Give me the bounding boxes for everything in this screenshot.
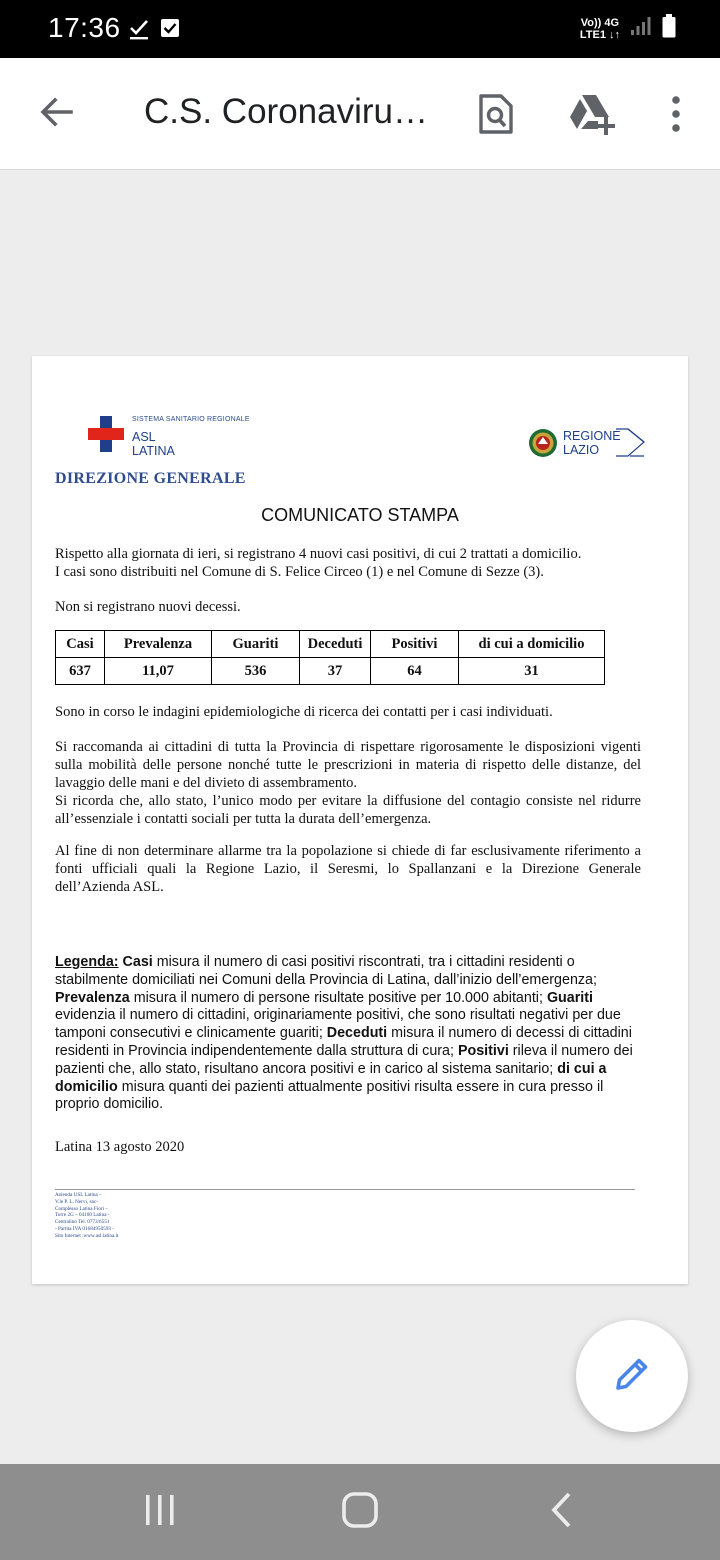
system-navigation-bar xyxy=(0,1464,720,1560)
signal-icon xyxy=(630,16,652,41)
table-cell: 536 xyxy=(212,658,300,685)
footer-line: V.le P. L. Nervi, snc- xyxy=(55,1198,99,1205)
intro-line-1: Rispetto alla giornata di ieri, si registrano 4 nuovi casi positivi, di cui 2 trattati a domicilio. xyxy=(55,546,582,562)
footer-line: Azienda USL Latina – xyxy=(55,1192,102,1198)
back-button[interactable] xyxy=(32,90,80,138)
legend-term-prevalenza: Prevalenza xyxy=(55,989,130,1006)
more-vert-icon xyxy=(670,96,682,137)
legend-term-casi: Casi xyxy=(122,954,153,970)
footer-line: Torre 2G – 04100 Latina - xyxy=(55,1212,110,1219)
footer-address xyxy=(55,1192,119,1240)
asl-name xyxy=(132,430,175,458)
add-to-drive-button[interactable] xyxy=(566,90,618,142)
table-cell: 64 xyxy=(371,658,459,685)
no-deaths-paragraph: Non si registrano nuovi decessi. xyxy=(55,599,241,615)
table-cell: 11,07 xyxy=(105,658,212,685)
recent-apps-button[interactable] xyxy=(130,1492,190,1532)
lazio-arrow-decoration-icon xyxy=(616,428,646,463)
direzione-generale-heading: DIREZIONE GENERALE xyxy=(55,470,246,487)
asl-cross-logo xyxy=(88,416,124,457)
pencil-icon xyxy=(612,1354,652,1399)
table-header-cell: Casi xyxy=(56,631,105,658)
status-right-group xyxy=(580,14,676,43)
lazio-line1: REGIONE xyxy=(563,429,621,443)
legend-paragraph xyxy=(55,954,645,1114)
intro-line-2: I casi sono distribuiti nel Comune di S. Felice Circeo (1) e nel Comune di Sezze (3). xyxy=(55,564,544,580)
checkmark-icon xyxy=(128,18,150,45)
checkbox-icon xyxy=(160,18,180,43)
investigations-paragraph: Sono in corso le indagini epidemiologiche di ricerca dei contatti per i casi individuati. xyxy=(55,704,553,720)
network-label-bottom: LTE1 ↓↑ xyxy=(579,28,620,41)
table-cell: 637 xyxy=(56,658,105,685)
comunicato-stampa-heading: COMUNICATO STAMPA xyxy=(261,505,459,525)
date-line: Latina 13 agosto 2020 xyxy=(55,1139,185,1155)
table-header-cell: Deceduti xyxy=(300,631,371,658)
more-options-button[interactable] xyxy=(650,90,702,142)
official-sources-paragraph: Al fine di non determinare allarme tra la popolazione si chiede di far esclusivamente riferimento a fonti ufficiali quali la Regione Lazio, il Seresmi, lo Spallanzani e la Direzione Generale dell’Azienda ASL. xyxy=(55,843,641,895)
app-bar xyxy=(0,58,720,170)
table-header-row xyxy=(56,631,605,658)
legend-text-positivi: rileva il numero dei pazienti che, allo stato, risultano ancora positivi e in carico al sistema sanitario; xyxy=(55,1042,633,1077)
table-header-cell: Positivi xyxy=(371,631,459,658)
legend-text-prevalenza: misura il numero di persone risultate positive per 10.000 abitanti; xyxy=(129,989,547,1006)
lazio-line2: LAZIO xyxy=(563,443,600,457)
status-bar xyxy=(0,0,720,58)
back-nav-button[interactable] xyxy=(532,1492,592,1532)
recent-apps-icon xyxy=(143,1493,177,1532)
table-cell: 37 xyxy=(300,658,371,685)
table-header-cell: Guariti xyxy=(212,631,300,658)
document-title: C.S. Coronaviru… xyxy=(144,92,428,131)
network-indicator xyxy=(580,17,620,41)
asl-name-line2: LATINA xyxy=(132,444,175,458)
footer-divider xyxy=(55,1189,635,1190)
regione-lazio-emblem-icon xyxy=(528,428,558,463)
footer-line: Sito Internet :www.asl.latina.it xyxy=(55,1232,119,1239)
home-button[interactable] xyxy=(330,1492,390,1532)
chevron-left-icon xyxy=(550,1492,574,1533)
legend-term-guariti: Guariti xyxy=(546,989,594,1006)
status-time: 17:36 xyxy=(48,12,121,43)
legend-term-deceduti: Deceduti xyxy=(326,1025,388,1042)
find-in-document-button[interactable] xyxy=(470,90,522,142)
edit-fab-button[interactable] xyxy=(576,1320,688,1432)
legend-term-domicilio: di cui a domicilio xyxy=(55,1060,607,1095)
table-header-cell: di cui a domicilio xyxy=(459,631,605,658)
footer-line: - Partita IVA 01684950593 - xyxy=(55,1225,114,1232)
arrow-back-icon xyxy=(38,94,74,135)
drive-add-icon xyxy=(568,93,616,140)
regione-lazio-label xyxy=(563,429,621,457)
table-cell: 31 xyxy=(459,658,605,685)
statistics-table xyxy=(55,630,605,685)
document-page[interactable] xyxy=(32,356,688,1284)
footer-line: Complesso Latina Fiori – xyxy=(55,1205,108,1212)
network-label-top: Vo)) 4G xyxy=(580,16,620,29)
legend-term-positivi: Positivi xyxy=(457,1042,509,1059)
footer-line: Centralino Tel. 0773/6551 xyxy=(55,1219,110,1226)
intro-paragraph xyxy=(55,545,641,581)
recommendations-paragraph: Si raccomanda ai cittadini di tutta la Provincia di rispettare rigorosamente le disposizioni vigenti sulla mobilità delle persone nonché tutte le prescrizioni in materia di rispetto delle distanze, del lavaggio delle mani e del divieto di assembramento. xyxy=(55,739,641,791)
legend-text-casi: misura il numero di casi positivi riscontrati, tra i cittadini residenti o stabilmente domiciliati nei Comuni della Provincia di Latina, dall’inizio dell’emergenza; xyxy=(55,954,597,988)
legend-text-guariti: evidenzia il numero di cittadini, originariamente positivi, che sono risultati negativi per due tamponi consecutivi e clinicamente guariti; xyxy=(55,1007,621,1042)
battery-icon xyxy=(662,14,676,43)
asl-name-line1: ASL xyxy=(132,430,156,444)
legend-label: Legenda: xyxy=(55,954,119,970)
social-contacts-paragraph: Si ricorda che, allo stato, l’unico modo per evitare la diffusione del contagio consiste nel ridurre all’essenziale i contatti sociali per tutta la durata dell’emergenza. xyxy=(55,793,641,827)
find-in-page-icon xyxy=(478,93,514,140)
legend-text-deceduti: misura il numero di decessi di cittadini residenti in Provincia indipendentemente dalla struttura di cura; xyxy=(55,1025,632,1059)
table-header-cell: Prevalenza xyxy=(105,631,212,658)
home-icon xyxy=(341,1491,379,1534)
table-row xyxy=(56,658,605,685)
asl-system-label: SISTEMA SANITARIO REGIONALE xyxy=(132,416,250,423)
legend-text-domicilio: misura quanti dei pazienti attualmente positivi risulta essere in cura presso il proprio domicilio. xyxy=(55,1078,604,1113)
